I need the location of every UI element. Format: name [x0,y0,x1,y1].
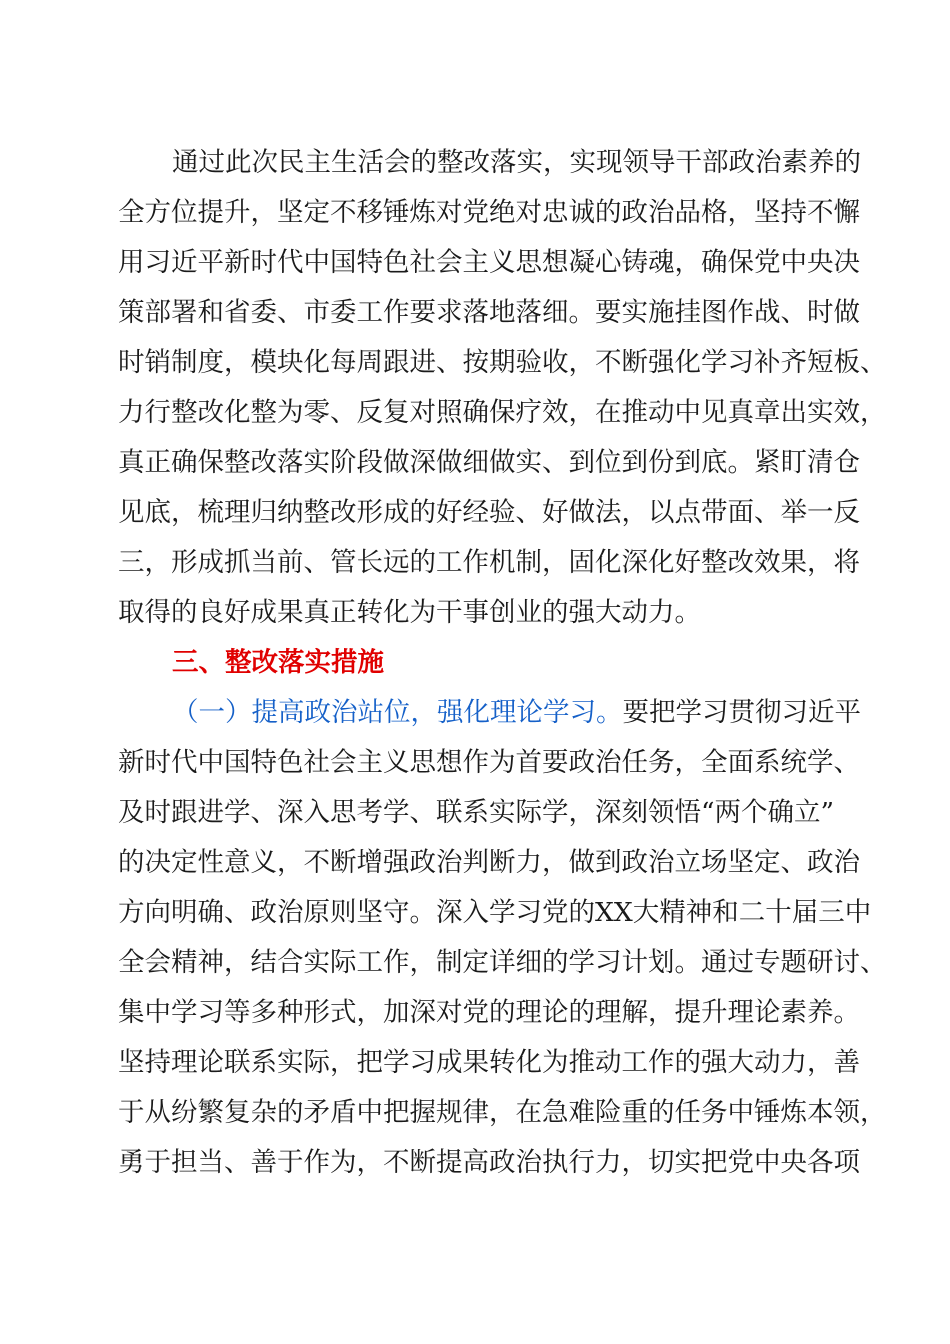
paragraph-line: 取得的良好成果真正转化为干事创业的强大动力。 [118,597,701,628]
paragraph-line: 于从纷繁复杂的矛盾中把握规律，在急难险重的任务中锤炼本领， [118,1097,887,1128]
paragraph-line: 勇于担当、善于作为，不断提高政治执行力，切实把党中央各项 [118,1147,860,1178]
paragraph-line: 坚持理论联系实际，把学习成果转化为推动工作的强大动力，善 [118,1047,860,1078]
paragraph-line: 全会精神，结合实际工作，制定详细的学习计划。通过专题研讨、 [118,947,887,978]
paragraph-line: 策部署和省委、市委工作要求落地落细。要实施挂图作战、时做 [118,297,860,328]
paragraph-line: 通过此次民主生活会的整改落实，实现领导干部政治素养的 [172,147,861,178]
paragraph-line: 真正确保整改落实阶段做深做细做实、到位到份到底。紧盯清仓 [118,447,860,478]
paragraph-line: 力行整改化整为零、反复对照确保疗效，在推动中见真章出实效， [118,397,887,428]
paragraph-line: 的决定性意义，不断增强政治判断力，做到政治立场坚定、政治 [118,847,860,878]
paragraph-line: 及时跟进学、深入思考学、联系实际学，深刻领悟“两个确立” [118,797,835,828]
paragraph-line: 用习近平新时代中国特色社会主义思想凝心铸魂，确保党中央决 [118,247,860,278]
paragraph-line: 三，形成抓当前、管长远的工作机制，固化深化好整改效果，将 [118,547,860,578]
paragraph-text: 要把学习贯彻习近平 [622,697,861,728]
paragraph-line: 集中学习等多种形式，加深对党的理论的理解，提升理论素养。 [118,997,860,1028]
paragraph-line: 新时代中国特色社会主义思想作为首要政治任务，全面系统学、 [118,747,860,778]
paragraph-line: 方向明确、政治原则坚守。深入学习党的XX大精神和二十届三中 [118,897,872,928]
section-heading: 三、整改落实措施 [172,647,384,678]
sub-heading: （一）提高政治站位，强化理论学习。 [172,697,623,728]
paragraph-line: 见底，梳理归纳整改形成的好经验、好做法，以点带面、举一反 [118,497,860,528]
paragraph-line [172,695,861,745]
paragraph-line: 全方位提升，坚定不移锤炼对党绝对忠诚的政治品格，坚持不懈 [118,197,860,228]
paragraph-line: 时销制度，模块化每周跟进、按期验收，不断强化学习补齐短板、 [118,347,887,378]
